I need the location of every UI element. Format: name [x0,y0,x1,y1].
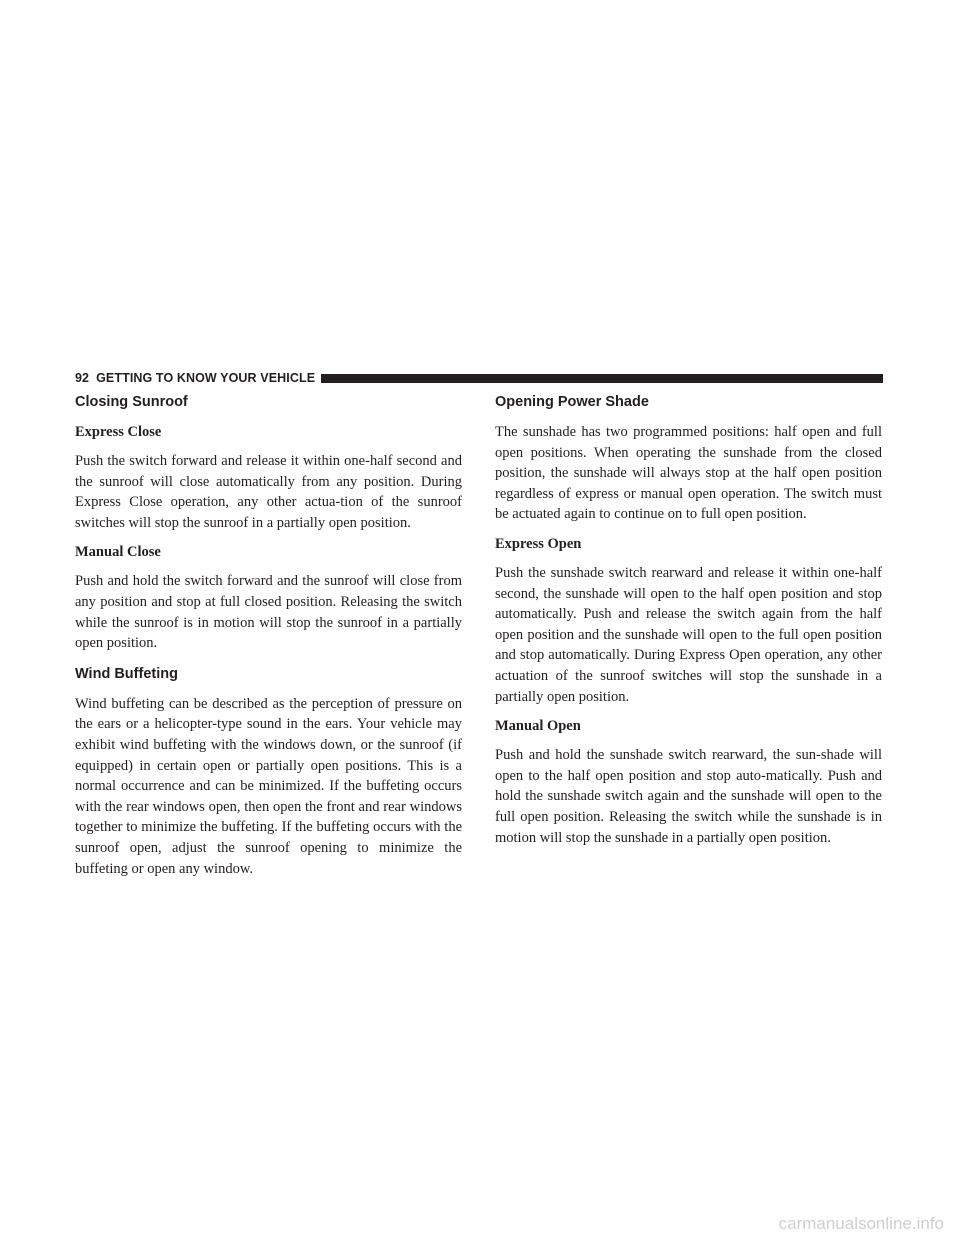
header-rule [321,374,883,383]
wind-buffeting-paragraph: Wind buffeting can be described as the perception of pressure on the ears or a helicopter-type sound in the ears. Your vehicle may exhibit wind buffeting with the windows down, or the sunroof (if equipped) in certain open or partially open positions. This is a normal occurrence and can be minimized. If the buffeting occurs with the rear windows open, then open the front and rear windows together to minimize the buffeting. If the buffeting occurs with the sunroof open, adjust the sunroof opening to minimize the buffeting or open any window. [75,695,462,877]
watermark: carmanualsonline.info [778,1214,944,1233]
right-column [495,392,882,857]
express-close-subheading: Express Close [75,424,162,440]
manual-close-paragraph: Push and hold the switch forward and the sunroof will close from any position and stop at full closed position. Releasing the switch while the sunroof is in motion will stop the sunroof in a partially open position. [75,573,462,652]
express-close-paragraph: Push the switch forward and release it within one-half second and the sunroof will close automatically from any position. During Express Close operation, any other actua-tion of the sunroof switches will stop the sunroof in a partially open position. [75,453,462,531]
power-shade-intro-paragraph: The sunshade has two programmed positions: half open and full open positions. When operating the sunshade from the closed position, the sunshade will always stop at the half open position regardless of express or manual open operation. The switch must be actuated again to continue on to full open position. [495,424,882,523]
header-text [75,371,315,385]
section-title: GETTING TO KNOW YOUR VEHICLE [96,371,316,385]
wind-buffeting-heading: Wind Buffeting [75,665,178,682]
closing-sunroof-heading: Closing Sunroof [75,394,188,410]
manual-open-subheading: Manual Open [495,718,581,735]
manual-open-paragraph: Push and hold the sunshade switch rearward, the sun-shade will open to the half open position and stop auto-matically. Push and hold the sunshade switch again and the sunshade will open to the full open position. Releasing the switch while the sunshade is in motion will stop the sunshade in a partially open position. [495,747,882,846]
express-open-subheading: Express Open [495,535,582,552]
manual-close-subheading: Manual Close [75,544,161,561]
express-open-paragraph: Push the sunshade switch rearward and release it within one-half second, the sunshade will open to the half open position and stop automatically. Push and release the switch again from the half open position and the sunshade will open to the full open position and stop automatically. During Express Open operation, any other actuation of the sunroof switches will stop the sunshade in a partially open position. [495,564,882,705]
page-header [75,370,883,386]
opening-power-shade-heading: Opening Power Shade [495,394,649,410]
page-number: 92 [75,371,90,385]
left-column [75,392,462,888]
